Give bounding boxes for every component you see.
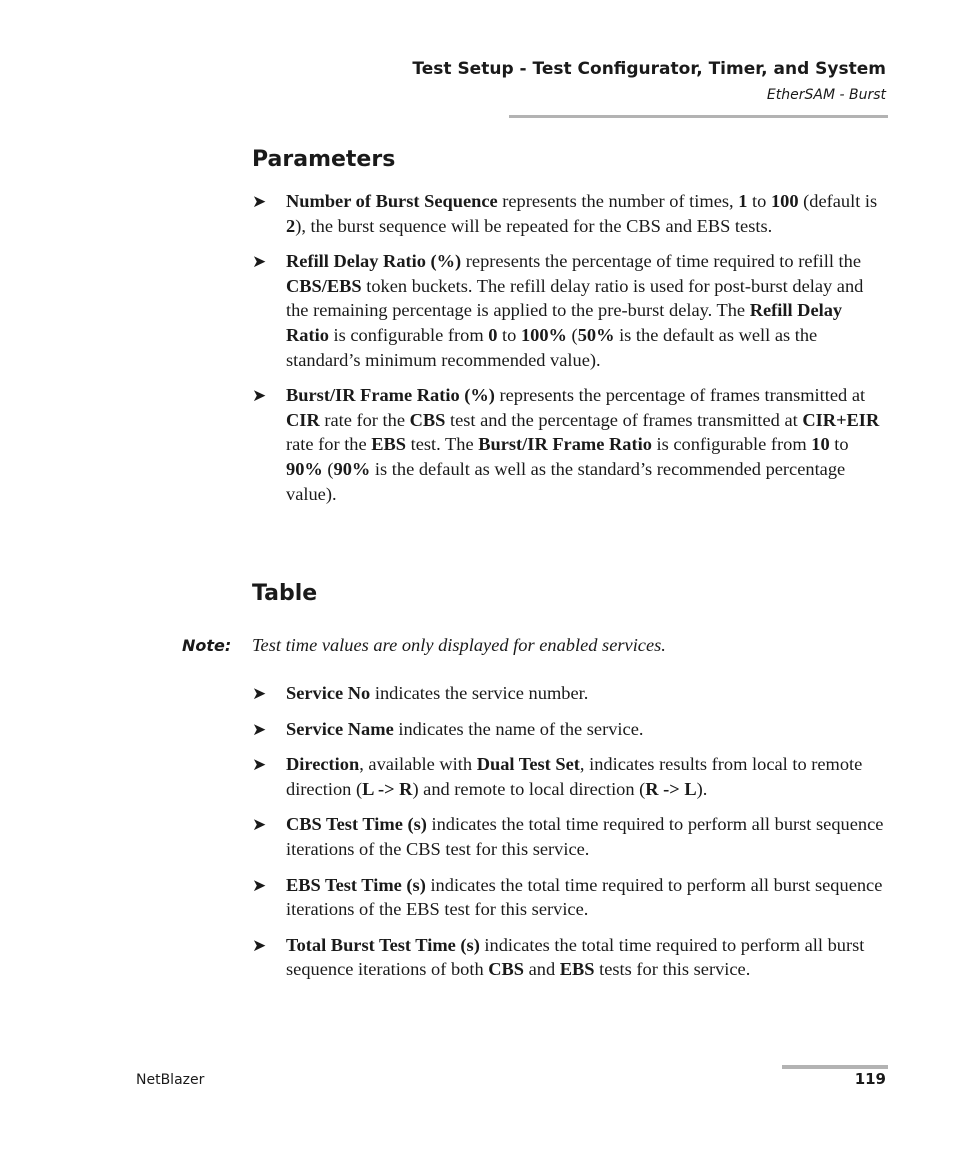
parameters-list [252, 189, 888, 517]
text-run: indicates the total time required to perform all burst sequence iterations of both [286, 934, 865, 980]
text-run: to [497, 324, 521, 345]
bold-term: Service Name [286, 718, 394, 739]
bold-term: Refill Delay Ratio [286, 300, 843, 345]
bold-term: CIR [286, 409, 320, 430]
bold-term: 100 [770, 191, 799, 211]
bullet-arrow-icon: ➤ [252, 815, 267, 836]
list-item-text [286, 752, 888, 801]
list-item [252, 752, 888, 801]
bold-term: CBS Test Time (s) [286, 814, 427, 835]
text-run: indicates the total time required to perform all burst sequence iterations of the CBS test for this service. [286, 814, 884, 859]
list-item [252, 249, 888, 372]
bold-term: L -> R [362, 778, 413, 799]
text-run: and [524, 959, 560, 980]
bold-term: EBS Test Time (s) [286, 874, 426, 895]
bold-term: R -> L [645, 778, 697, 799]
bold-term: 10 [811, 434, 830, 455]
page-number: 119 [854, 1070, 886, 1088]
bold-term: Total Burst Test Time (s) [286, 934, 480, 955]
footer-product: NetBlazer [136, 1072, 205, 1088]
list-item-text [286, 812, 888, 861]
bold-term: 90% [333, 458, 371, 479]
header-rule [509, 115, 888, 118]
text-run: ), the burst sequence will be repeated for the CBS and EBS tests. [295, 215, 773, 236]
bold-term: Burst/IR Frame Ratio (%) [286, 385, 495, 406]
bullet-arrow-icon: ➤ [252, 386, 267, 407]
bold-term: 90% [286, 458, 323, 479]
bold-term: Number of Burst Sequence [286, 191, 498, 211]
list-item [252, 383, 888, 506]
list-item-text [286, 681, 888, 706]
header-title: Test Setup - Test Configurator, Timer, and System [412, 59, 886, 79]
text-run: indicates the total time required to perform all burst sequence iterations of the EBS test for this service. [286, 874, 883, 920]
bold-term: Dual Test Set [476, 754, 580, 775]
bold-term: CBS [409, 409, 446, 430]
list-item-text [286, 189, 888, 238]
note-text: Test time values are only displayed for enabled services. [252, 635, 666, 655]
bold-term: 1 [738, 191, 748, 211]
bullet-arrow-icon: ➤ [252, 684, 267, 704]
text-run: indicates the service number. [370, 683, 589, 703]
bold-term: Refill Delay Ratio (%) [286, 251, 462, 272]
list-item [252, 189, 888, 238]
text-run: represents the percentage of time required to refill the [461, 251, 862, 272]
text-run: , available with [359, 754, 477, 775]
bold-term: CBS [488, 959, 525, 980]
text-run: (default is [798, 191, 878, 211]
table-heading: Table [252, 581, 318, 606]
list-item-text [286, 717, 888, 742]
text-run: to [747, 191, 771, 211]
header-subtitle: EtherSAM - Burst [766, 87, 886, 103]
text-run: ) and remote to local direction ( [412, 778, 646, 799]
parameters-heading: Parameters [252, 147, 396, 172]
bold-term: Burst/IR Frame Ratio [478, 434, 652, 455]
list-item [252, 717, 888, 742]
bullet-arrow-icon: ➤ [252, 755, 267, 776]
bold-term: EBS [559, 959, 595, 980]
page-header [412, 57, 886, 106]
list-item-text [286, 383, 888, 506]
text-run: is configurable from [328, 324, 489, 345]
list-item [252, 873, 888, 922]
list-item [252, 812, 888, 861]
text-run: test and the percentage of frames transmitted at [445, 409, 803, 430]
text-run: rate for the [286, 434, 372, 455]
text-run: ). [696, 778, 708, 799]
text-run: ( [566, 324, 578, 345]
list-item-text [286, 873, 888, 922]
text-run: to [829, 434, 849, 455]
text-run: token buckets. The refill delay ratio is used for post-burst delay and the remaining percentage is applied to the pre-burst delay. The [286, 275, 864, 321]
bold-term: EBS [371, 434, 407, 455]
text-run: ( [322, 458, 334, 479]
text-run: rate for the [319, 409, 410, 430]
bullet-arrow-icon: ➤ [252, 875, 267, 896]
list-item [252, 681, 888, 706]
bold-term: 100% [520, 324, 567, 345]
list-item-text [286, 933, 888, 982]
text-run: indicates the name of the service. [393, 718, 644, 739]
note-label: Note: [182, 636, 232, 655]
text-run: is the default as well as the standard’s recommended percentage value). [286, 458, 846, 504]
table-list [252, 681, 888, 993]
list-item-text [286, 249, 888, 372]
text-run: tests for this service. [594, 959, 751, 980]
text-run: is the default as well as the standard’s minimum recommended value). [286, 324, 818, 370]
text-run: is configurable from [651, 434, 812, 455]
bold-term: 2 [286, 215, 296, 236]
bold-term: CBS/EBS [286, 275, 362, 296]
bullet-arrow-icon: ➤ [252, 192, 267, 212]
text-run: represents the number of times, [497, 191, 739, 211]
bold-term: 50% [577, 324, 615, 345]
bullet-arrow-icon: ➤ [252, 719, 267, 740]
bold-term: CIR+EIR [802, 409, 880, 430]
bold-term: Direction [286, 754, 360, 775]
text-run: , indicates results from local to remote direction ( [286, 754, 863, 799]
list-item [252, 933, 888, 982]
bullet-arrow-icon: ➤ [252, 935, 267, 956]
text-run: represents the percentage of frames transmitted at [494, 385, 866, 406]
bullet-arrow-icon: ➤ [252, 252, 267, 273]
text-run: test. The [406, 434, 479, 455]
bold-term: 0 [488, 324, 498, 345]
bold-term: Service No [286, 683, 371, 703]
